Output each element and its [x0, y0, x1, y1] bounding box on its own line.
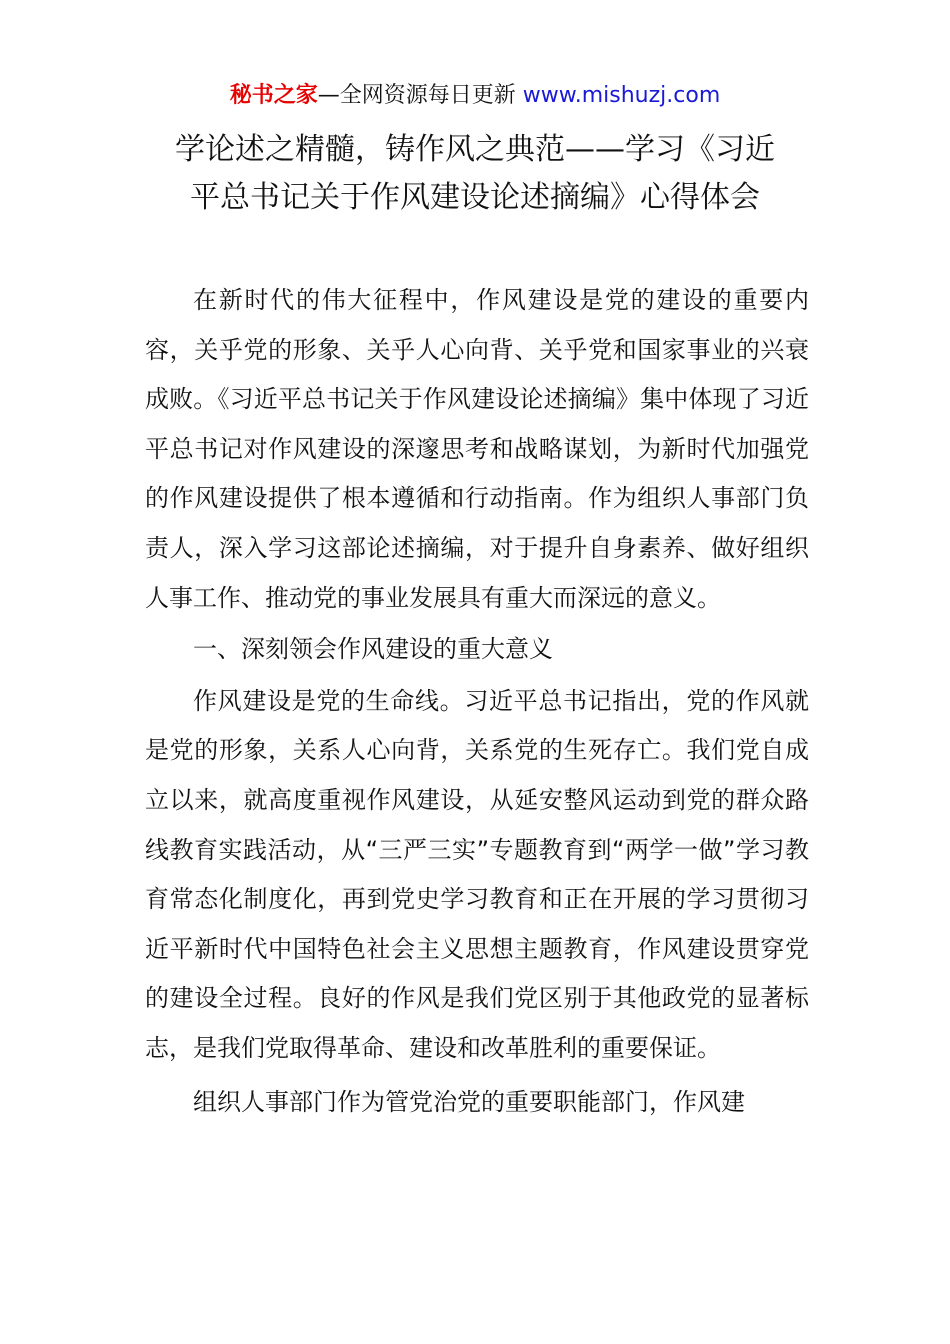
document-body [145, 276, 809, 1127]
paragraph-org-department: 组织人事部门作为管党治党的重要职能部门，作风建 [193, 1087, 745, 1116]
site-brand: 秘书之家 [229, 83, 318, 108]
title-line-2: 平总书记关于作风建设论述摘编》心得体会 [190, 180, 760, 215]
paragraph-significance: 作风建设是党的生命线。习近平总书记指出，党的作风就是党的形象，关系人心向背，关系党的生死存亡。我们党自成立以来，就高度重视作风建设，从延安整风运动到党的群众路线教育实践活动，从“三严三实”专题教育到“两学一做”学习教育常态化制度化，再到党史学习教育和正在开展的学习贯彻习近平新时代中国特色社会主义思想主题教育，作风建设贯穿党的建设全过程。良好的作风是我们党区别于其他政党的显著标志，是我们党取得革命、建设和改革胜利的重要保证。 [145, 686, 809, 1062]
site-slogan: —全网资源每日更新 [317, 83, 516, 108]
site-url-link[interactable]: www.mishuzj.com [522, 83, 721, 108]
title-line-1: 学论述之精髓，铸作风之典范——学习《习近 [175, 132, 775, 167]
document-title [0, 126, 950, 222]
section-heading-1: 一、深刻领会作风建设的重大意义 [193, 635, 553, 664]
site-banner [0, 80, 950, 112]
paragraph-intro: 在新时代的伟大征程中，作风建设是党的建设的重要内容，关乎党的形象、关乎人心向背、关乎党和国家事业的兴衰成败。《习近平总书记关于作风建设论述摘编》集中体现了习近平总书记对作风建设的深邃思考和战略谋划，为新时代加强党的作风建设提供了根本遵循和行动指南。作为组织人事部门负责人，深入学习这部论述摘编，对于提升自身素养、做好组织人事工作、推动党的事业发展具有重大而深远的意义。 [145, 286, 809, 612]
